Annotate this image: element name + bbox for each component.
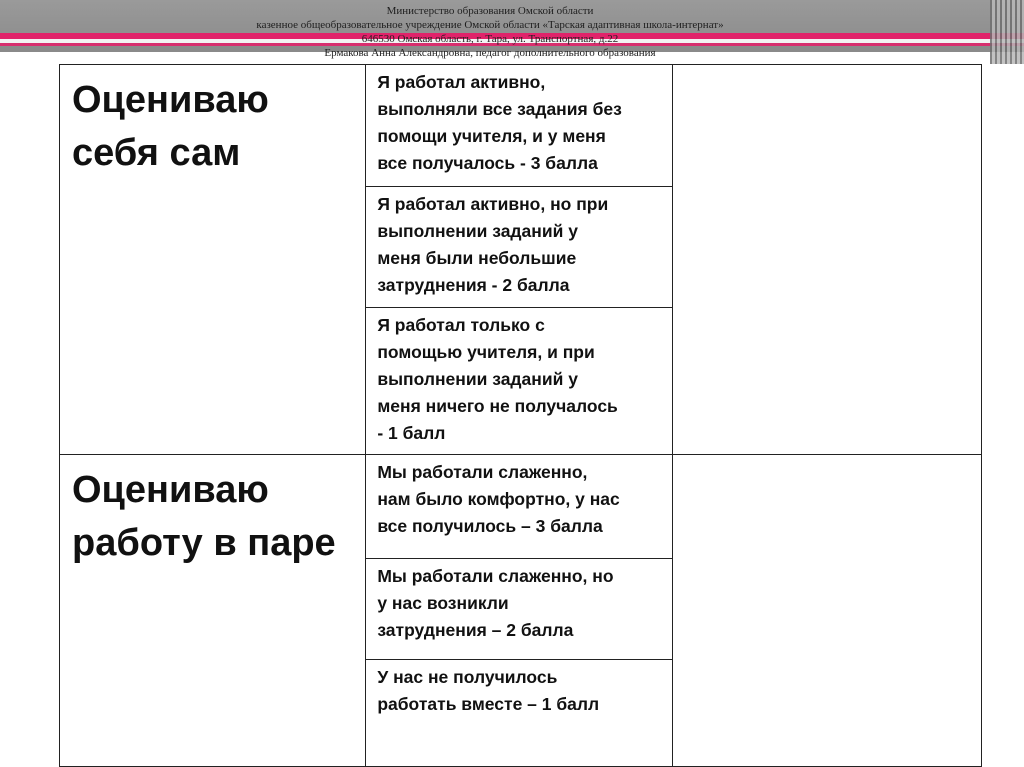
table-row [60,455,982,559]
criterion-self-1: Я работал только с помощью учителя, и при выполнении заданий у меня ничего не получалось - 1 балл [377,315,618,443]
criterion-cell [366,308,672,455]
header-institution-info [140,4,840,60]
decorative-corner-bars [990,0,1024,64]
criterion-cell [366,660,672,767]
criterion-pair-2: Мы работали слаженно, но у нас возникли затруднения – 2 балла [377,566,614,640]
header-line-school: казенное общеобразовательное учреждение Омской области «Тарская адаптивная школа-интернат» [256,19,724,31]
criterion-self-2: Я работал активно, но при выполнении заданий у меня были небольшие затруднения - 2 балла [377,194,609,295]
self-assessment-table [59,64,982,767]
criterion-cell [366,455,672,559]
criterion-cell [366,187,672,308]
header-line-ministry: Министерство образования Омской области [386,5,594,17]
criterion-pair-1: У нас не получилось работать вместе – 1 балл [377,667,600,714]
score-cell-pair[interactable] [672,455,981,767]
section-title-cell [60,455,366,767]
header-line-author: Ермакова Анна Александровна, педагог дополнительного образования [324,47,656,59]
criterion-cell [366,559,672,660]
criterion-self-3: Я работал активно, выполняли все задания без помощи учителя, и у меня все получалось - 3 балла [377,72,622,173]
section-title-pair: Оцениваю работу в паре [72,469,336,564]
section-title-cell [60,65,366,455]
criterion-pair-3: Мы работали слаженно, нам было комфортно, у нас все получилось – 3 балла [377,462,620,536]
criterion-cell [366,65,672,187]
section-title-self: Оцениваю себя сам [72,79,269,174]
score-cell-self[interactable] [672,65,981,455]
header-line-address: 646530 Омская область, г. Тара, ул. Транспортная, д.22 [361,33,619,45]
table-row [60,65,982,187]
